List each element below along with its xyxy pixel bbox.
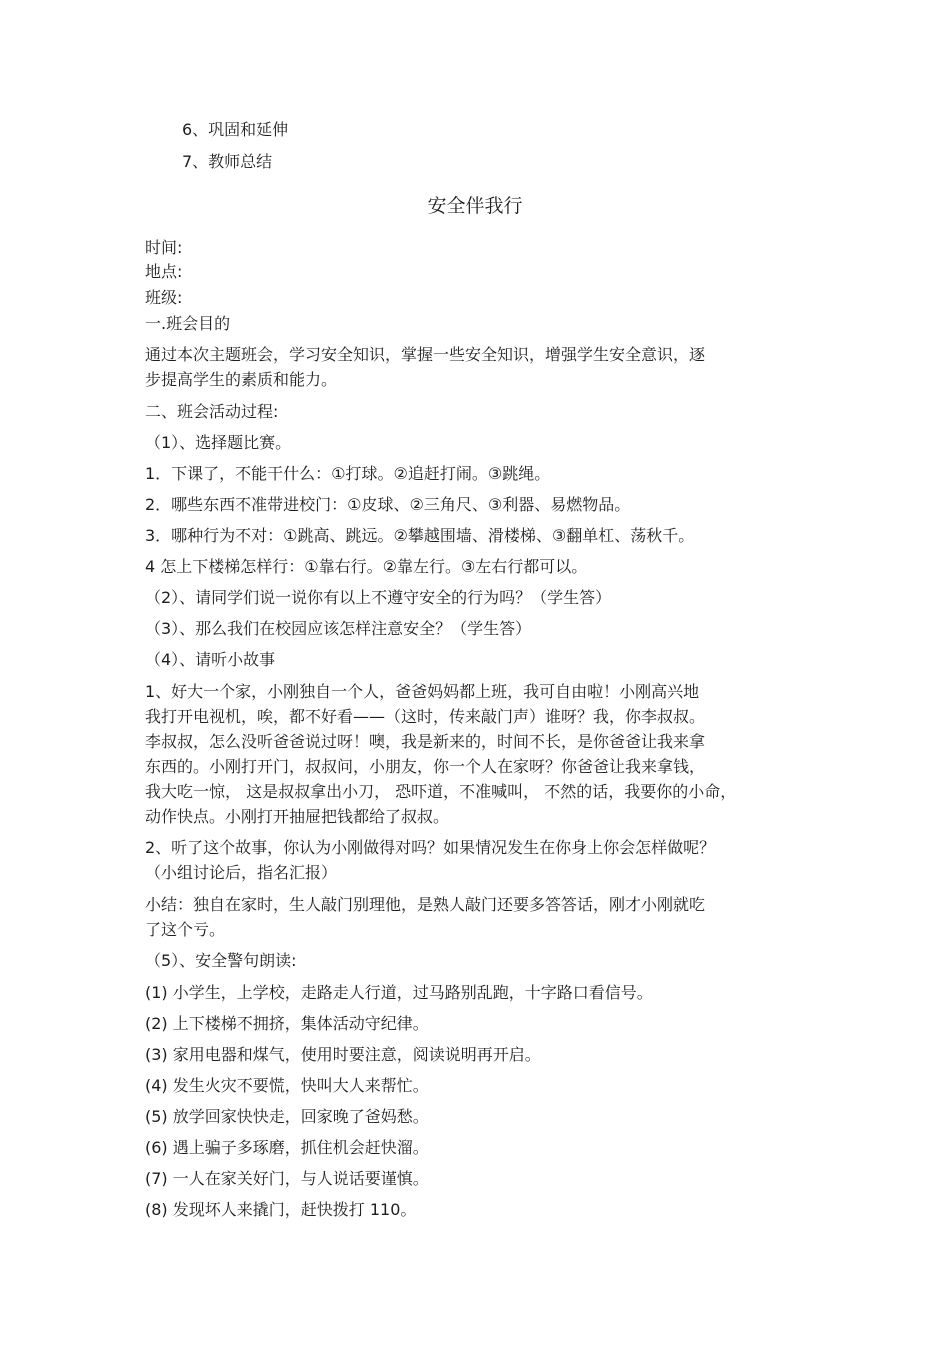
story-line: 李叔叔，怎么没听爸爸说过呀！噢，我是新来的，时间不长，是你爸爸让我来拿 bbox=[145, 732, 706, 751]
part5-heading: （5）、安全警句朗读: bbox=[145, 951, 297, 970]
saying-item: (5) 放学回家快快走，回家晚了爸妈愁。 bbox=[145, 1107, 429, 1126]
document-title: 安全伴我行 bbox=[427, 195, 523, 217]
saying-item: (4) 发生火灾不要慌，快叫大人来帮忙。 bbox=[145, 1076, 429, 1095]
part3-heading: （3）、那么我们在校园应该怎样注意安全？（学生答） bbox=[145, 619, 532, 638]
top-item-7: 7、教师总结 bbox=[182, 152, 273, 171]
summary-line: 小结：独自在家时，生人敲门别理他，是熟人敲门还要多答答话，刚才小刚就吃 bbox=[145, 895, 706, 914]
part4-heading: （4）、请听小故事 bbox=[145, 650, 276, 669]
section1-line: 通过本次主题班会，学习安全知识，掌握一些安全知识，增强学生安全意识，逐 bbox=[145, 345, 706, 364]
quiz-question: 3．哪种行为不对：①跳高、跳远。②攀越围墙、滑楼梯、③翻单杠、荡秋千。 bbox=[145, 526, 695, 545]
section1-line: 步提高学生的素质和能力。 bbox=[145, 370, 338, 389]
story-question: 2、听了这个故事，你认为小刚做得对吗？如果情况发生在你身上你会怎样做呢？ bbox=[145, 838, 716, 857]
saying-item: (3) 家用电器和煤气，使用时要注意，阅读说明再开启。 bbox=[145, 1045, 541, 1064]
story-line: 1、好大一个家，小刚独自一个人，爸爸妈妈都上班，我可自由啦！小刚高兴地 bbox=[145, 682, 700, 701]
saying-item: (1) 小学生，上学校，走路走人行道，过马路别乱跑，十字路口看信号。 bbox=[145, 983, 653, 1002]
story-line: 动作快点。小刚打开抽屉把钱都给了叔叔。 bbox=[145, 807, 450, 826]
saying-item: (2) 上下楼梯不拥挤，集体活动守纪律。 bbox=[145, 1014, 429, 1033]
quiz-question: 2．哪些东西不准带进校门：①皮球、②三角尺、③利器、易燃物品。 bbox=[145, 495, 631, 514]
part2-heading: （2）、请同学们说一说你有以上不遵守安全的行为吗？（学生答） bbox=[145, 588, 612, 607]
quiz-question: 4 怎上下楼梯怎样行：①靠右行。②靠左行。③左右行都可以。 bbox=[145, 557, 588, 576]
top-item-6: 6、巩固和延伸 bbox=[182, 120, 289, 139]
saying-item: (6) 遇上骗子多琢磨，抓住机会赶快溜。 bbox=[145, 1138, 429, 1157]
quiz-question: 1．下课了，不能干什么：①打球。②追赶打闹。③跳绳。 bbox=[145, 464, 551, 483]
meta-place: 地点: bbox=[145, 262, 183, 281]
story-line: 我大吃一惊， 这是叔叔拿出小刀， 恐吓道，不准喊叫， 不然的话，我要你的小命， bbox=[145, 782, 737, 801]
story-line: 东西的。小刚打开门，叔叔问，小朋友，你一个人在家呀？你爸爸让我来拿钱， bbox=[145, 757, 706, 776]
meta-time: 时间: bbox=[145, 238, 183, 257]
story-question: （小组讨论后，指名汇报） bbox=[145, 863, 338, 882]
saying-item: (7) 一人在家关好门，与人说话要谨慎。 bbox=[145, 1169, 429, 1188]
section1-heading: 一.班会目的 bbox=[145, 314, 231, 333]
part1-heading: （1）、选择题比赛。 bbox=[145, 433, 292, 452]
section2-heading: 二、班会活动过程: bbox=[145, 402, 279, 421]
story-line: 我打开电视机，唉，都不好看——（这时，传来敲门声）谁呀？我，你李叔叔。 bbox=[145, 707, 706, 726]
summary-line: 了这个亏。 bbox=[145, 920, 226, 939]
saying-item: (8) 发现坏人来撬门，赶快拨打 110。 bbox=[145, 1200, 417, 1219]
meta-class: 班级: bbox=[145, 288, 183, 307]
